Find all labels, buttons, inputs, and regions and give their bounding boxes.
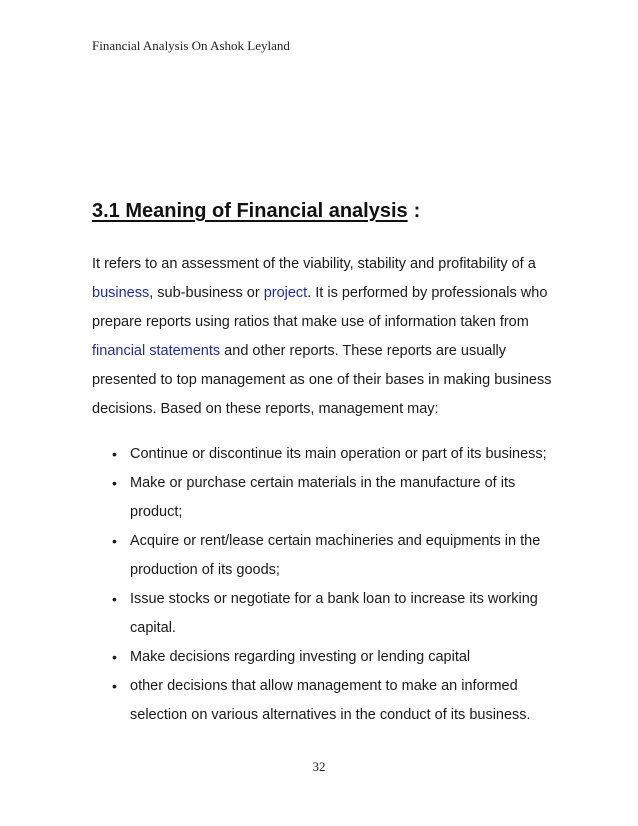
list-item-text: Acquire or rent/lease certain machineries and equipments in the production of its goods; xyxy=(130,533,541,578)
list-item xyxy=(92,527,562,585)
paragraph-text: , sub-business or xyxy=(149,285,264,301)
bullet-icon: • xyxy=(112,446,117,462)
list-item-text: other decisions that allow management to make an informed selection on various alternatives in the conduct of its business. xyxy=(130,678,531,723)
section-heading xyxy=(92,200,420,223)
list-item xyxy=(92,585,562,643)
bullet-icon: • xyxy=(112,533,117,549)
list-item-text: Make or purchase certain materials in the manufacture of its product; xyxy=(130,475,516,520)
paragraph-text: . It is performed by professionals who prepare reports using ratios that make use of information taken from xyxy=(92,285,548,330)
body-text xyxy=(92,250,562,730)
bullet-icon: • xyxy=(112,475,117,491)
list-item xyxy=(92,440,562,469)
paragraph-text: It refers to an assessment of the viability, stability and profitability of a xyxy=(92,256,536,272)
list-item-text: Issue stocks or negotiate for a bank loan to increase its working capital. xyxy=(130,591,538,636)
intro-paragraph xyxy=(92,250,562,424)
list-item xyxy=(92,672,562,730)
section-heading-colon: : xyxy=(413,200,421,222)
bullet-icon: • xyxy=(112,678,117,694)
bullet-icon: • xyxy=(112,649,117,665)
business-link[interactable]: business xyxy=(92,285,150,301)
list-item-text: Continue or discontinue its main operation or part of its business; xyxy=(130,446,547,462)
list-item xyxy=(92,643,562,672)
page-number: 32 xyxy=(312,759,326,774)
bullet-icon: • xyxy=(112,591,117,607)
paragraph-text: and other reports. These reports are usually presented to top management as one of their bases in making business decisions. Based on these reports, management may: xyxy=(92,343,552,417)
list-item xyxy=(92,469,562,527)
decision-list xyxy=(92,440,562,730)
section-heading-title: 3.1 Meaning of Financial analysis xyxy=(92,200,408,222)
list-item-text: Make decisions regarding investing or lending capital xyxy=(130,649,471,665)
running-header: Financial Analysis On Ashok Leyland xyxy=(92,38,290,53)
financial-statements-link[interactable]: financial statements xyxy=(92,343,221,359)
project-link[interactable]: project xyxy=(263,285,308,301)
